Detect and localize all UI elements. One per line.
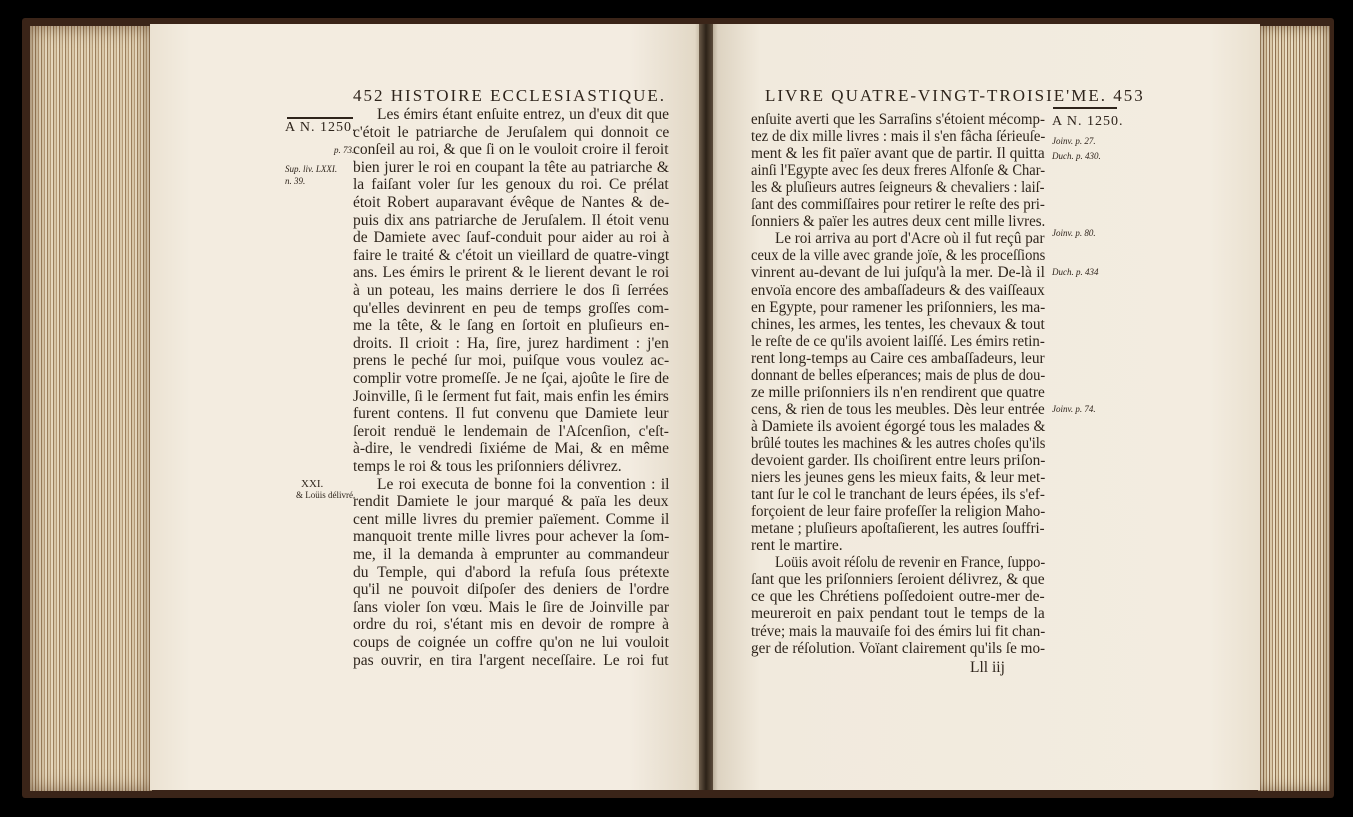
text-line: à un poteau, les mains derriere le dos ſi ſerrées xyxy=(353,282,669,299)
section-title: & Loüis délivré. xyxy=(296,490,356,500)
text-line: complir votre promeſſe. Je ne ſçai, ajoûte le ſire de xyxy=(353,370,670,387)
text-line: tréve; mais la mauvaiſe foi des émirs lui fit chan- xyxy=(751,622,1046,640)
text-line: ſant des commiſſaires pour retirer le reſte des pri- xyxy=(751,196,1045,214)
text-line: ans. Les émirs le prirent & le lierent devant le roi xyxy=(353,264,670,282)
text-line: ce que les Chrétiens poſſedoient outre-mer de- xyxy=(751,588,1045,606)
left-margin-year: A N. 1250. xyxy=(285,120,357,135)
text-line: droits. Il crioit : Ha, ſire, jurez hardiment : j'en xyxy=(353,334,669,352)
text-line: tez de dix mille livres : mais il s'en fâcha ſérieuſe- xyxy=(751,128,1046,146)
text-line: puis dix ans patriarche de Jeruſalem. Il étoit venu xyxy=(353,211,670,229)
text-line: chines, les armes, les tentes, les chevaux & tout xyxy=(751,315,1045,333)
book-gutter xyxy=(699,24,713,790)
text-line: ceux de la ville avec grande joïe, & les proceſſions xyxy=(751,247,1046,265)
left-margin-ref: p. 73. xyxy=(334,145,355,155)
text-line: la faiſant voler ſur les genoux du roi. Ce prélat xyxy=(353,176,669,194)
section-number: XXI. xyxy=(301,478,324,490)
text-line: devoient garder. Ils choiſirent entre leurs priſon- xyxy=(751,452,1046,469)
text-line: à Damiete ils avoient égorgé tous les malades & xyxy=(751,417,1046,435)
text-line: ſonniers & païer les autres deux cent mille livres. xyxy=(751,213,1046,231)
text-line: qu'il ne pouvoit diſpoſer des deniers de l'ordre xyxy=(353,581,670,599)
text-line: ſeroit renduë le lendemain de l'Aſcenſion, c'eſt- xyxy=(353,422,669,440)
right-page-edges xyxy=(1258,26,1330,791)
right-margin-ref: Duch. p. 430. xyxy=(1052,151,1101,161)
text-line: donnant de belles eſperances; mais de plus de dou- xyxy=(751,366,1046,384)
text-line: prens le peché ſur moi, puiſque vous voulez ac- xyxy=(353,352,670,370)
text-line: vinrent au-devant de lui juſqu'à la mer. De-là il xyxy=(751,264,1045,282)
text-line: étoit Robert auparavant évêque de Nantes & de- xyxy=(353,194,670,211)
left-margin-ref: Sup. liv. LXXI. xyxy=(285,164,338,174)
text-line: faire le traité & c'étoit un vieillard de quatre-vingt xyxy=(353,246,670,264)
text-line: pas ouvrir, en tira l'argent neceſſaire. Le roi fut xyxy=(353,651,669,669)
text-line: le reſte de ce qu'ils avoient laiſſé. Les émirs retin- xyxy=(751,332,1045,350)
text-line: ger de réſolution. Voïant clairement qu'ils ſe mo- xyxy=(751,639,1046,657)
right-margin-year: A N. 1250. xyxy=(1052,114,1124,129)
right-margin-ref: Duch. p. 434 xyxy=(1052,267,1099,277)
text-line: forçoient de leur faire profeſſer la religion Maho- xyxy=(751,503,1046,521)
text-line: ment & les fit païer avant que de partir. Il quitta xyxy=(751,145,1045,163)
text-line: coups de coignée un coffre qu'on ne lui vouloit xyxy=(353,634,669,651)
text-line: rent le martire. xyxy=(751,537,843,555)
text-line: Les émirs étant enſuite entrez, un d'eux dit que xyxy=(377,106,670,123)
text-line: Joinville, ſi le ſerment fut fait, mais enfin les émirs xyxy=(353,387,669,405)
text-line: furent contens. Il fut convenu que Damiete leur xyxy=(353,405,669,423)
right-margin-ref: Joinv. p. 74. xyxy=(1052,404,1096,414)
text-line: metane ; pluſieurs apoſtaſierent, les autres ſouffri- xyxy=(751,520,1045,538)
text-line: conſeil au roi, & que ſi on le vouloit croire il feroit xyxy=(353,141,669,159)
right-margin-rule xyxy=(1053,107,1117,109)
text-line: rent long-temps au Caire ces ambaſſadeurs, leur xyxy=(751,349,1045,367)
text-line: les & pluſieurs autres ſeigneurs & chevaliers : laiſ- xyxy=(751,179,1045,197)
text-line: me, il la demanda à emprunter au commandeur xyxy=(353,546,669,563)
text-line: me la tête, & le ſang en ſortoit en pluſieurs en- xyxy=(353,317,670,335)
text-line: manquoit trente mille livres pour achever la ſom- xyxy=(353,528,670,546)
text-line: bien jurer le roi en coupant la tête au patriarche & xyxy=(353,158,669,176)
text-line: enſuite averti que les Sarraſins s'étoient mécomp- xyxy=(751,111,1045,128)
text-line: temps le roi & tous les priſonniers délivrez. xyxy=(353,458,622,475)
text-line: rendit Damiete le jour marqué & païa les deux xyxy=(353,493,669,511)
text-line: de Damiete avec ſauf-conduit pour aider au roi à xyxy=(353,229,670,247)
text-line: du Temple, qui d'abord la refuſa ſous prétexte xyxy=(353,563,670,581)
text-line: ſant que les priſonniers ſeroient délivrez, & que xyxy=(751,571,1045,589)
text-line: à-dire, le vendredi ſixiéme de Mai, & en même xyxy=(353,440,669,458)
text-line: Le roi arriva au port d'Acre où il fut reçû par xyxy=(775,230,1045,248)
text-line: c'étoit le patriarche de Jeruſalem qui donnoit ce xyxy=(353,123,670,141)
text-line: cens, & rien de tous les meubles. Dès leur entrée xyxy=(751,400,1045,418)
text-line: meureroit en paix pendant tout le temps de la xyxy=(751,605,1045,623)
left-margin-rule xyxy=(287,117,353,119)
text-line: qu'elles devinrent en peu de temps groſſes com- xyxy=(353,299,670,317)
text-line: Le roi executa de bonne foi la convention : il xyxy=(377,475,670,493)
right-running-header: LIVRE QUATRE-VINGT-TROISIE'ME. 453 xyxy=(765,86,1145,105)
right-margin-ref: Joinv. p. 80. xyxy=(1052,228,1096,238)
text-line: Loüis avoit réſolu de revenir en France, ſuppo- xyxy=(775,554,1046,572)
text-line: ordre du roi, s'étant mis en devoir de rompre à xyxy=(353,616,670,634)
text-line: brûlé toutes les machines & les autres choſes qu'ils xyxy=(751,434,1046,452)
text-line: tant ſur le col le tranchant de leurs épées, ils s'ef- xyxy=(751,486,1045,504)
left-margin-ref: n. 39. xyxy=(285,176,306,186)
left-page-edges xyxy=(30,26,152,791)
text-line: envoïa encore des ambaſſadeurs & des vaiſſeaux xyxy=(751,281,1045,299)
text-line: niers les jeunes gens les mieux faits, & leur met- xyxy=(751,469,1046,487)
text-line: ze mille priſonniers ils n'en rendirent que quatre xyxy=(751,383,1045,401)
text-line: ſans violer ſon vœu. Mais le ſire de Joinville par xyxy=(353,598,670,616)
signature-mark: Lll iij xyxy=(970,659,1005,676)
right-margin-ref: Joinv. p. 27. xyxy=(1052,136,1096,146)
text-line: en Egypte, pour ramener les priſonniers, les ma- xyxy=(751,298,1046,316)
text-line: cent mille livres du premier païement. Comme il xyxy=(353,510,670,528)
left-running-header: 452 HISTOIRE ECCLESIASTIQUE. xyxy=(353,86,667,105)
text-line: ainſi l'Egypte avec ſes deux freres Alfonſe & Char- xyxy=(751,162,1046,180)
